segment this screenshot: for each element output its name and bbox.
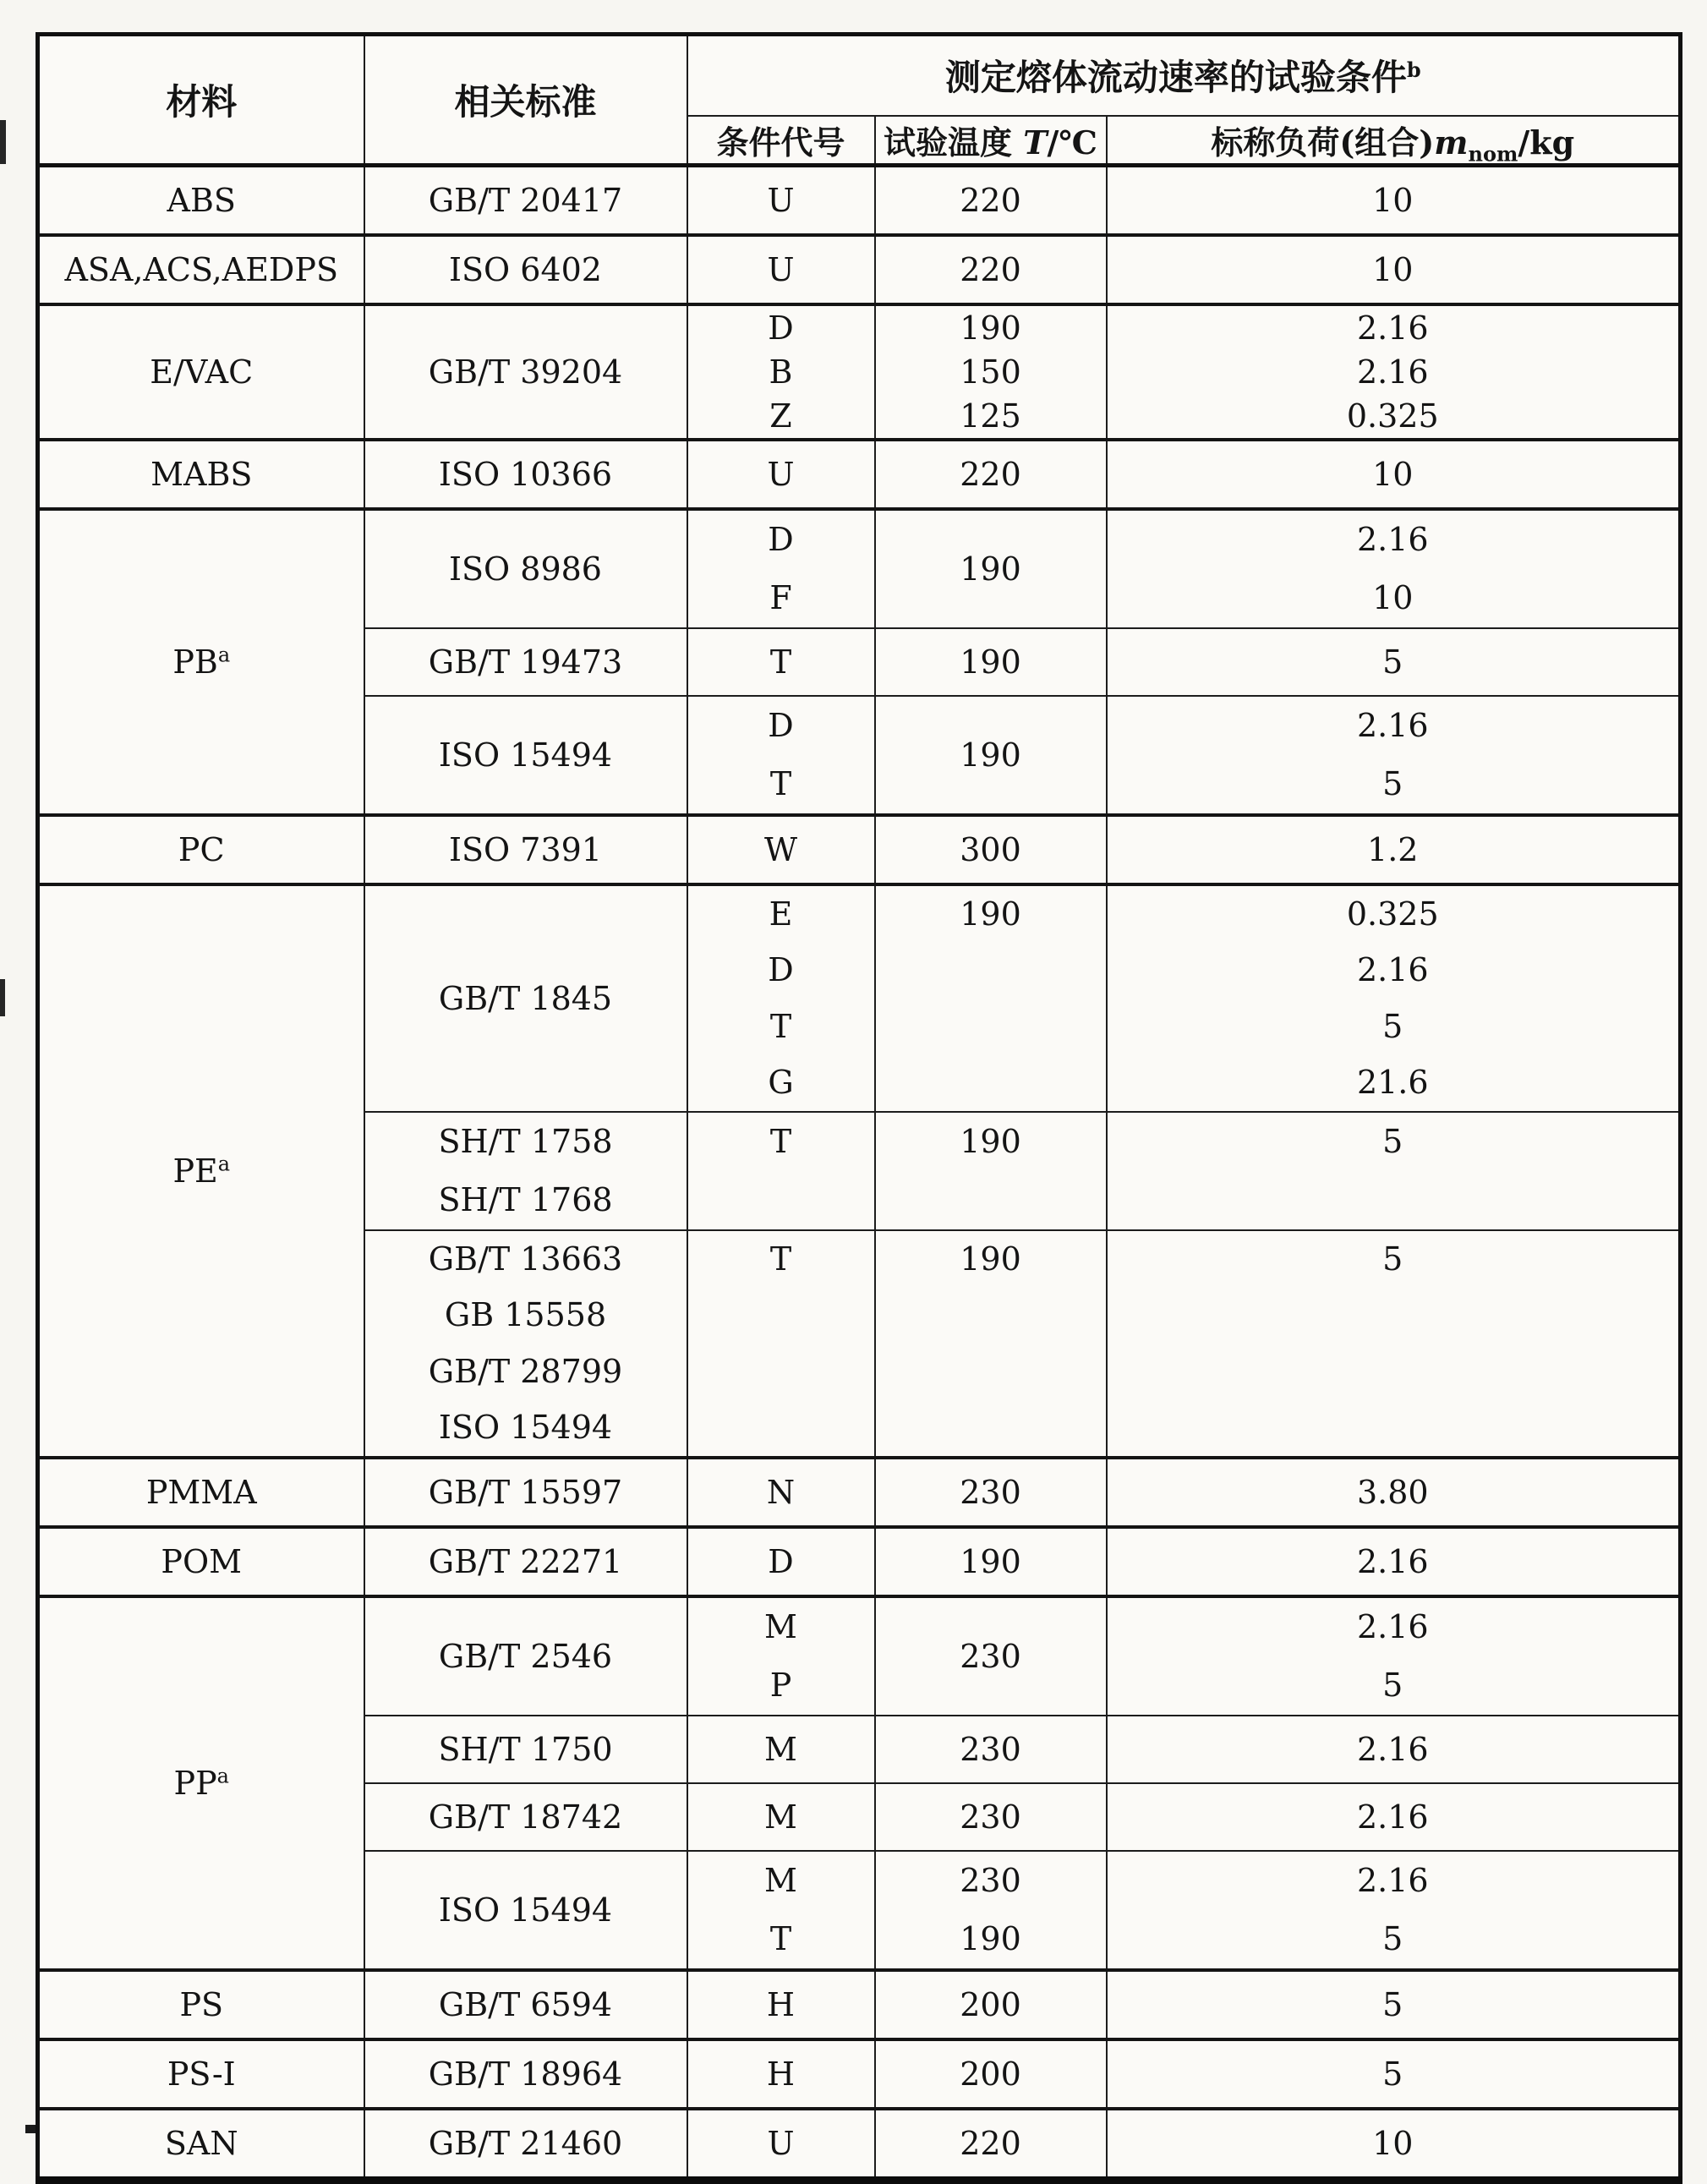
standard-cell: [364, 1851, 687, 1970]
temperature-cell: [875, 304, 1107, 440]
material-label: E/VAC: [150, 353, 254, 391]
load-cell: [1107, 1527, 1681, 1596]
condition-code-cell: [687, 235, 875, 304]
cell-line: 10: [1372, 2124, 1414, 2162]
load-cell: [1107, 696, 1681, 815]
cell-line: U: [767, 181, 795, 219]
cell-line: 2.16: [1356, 707, 1429, 744]
material-cell: [38, 440, 364, 509]
material-cell: [38, 1527, 364, 1596]
table-row: [38, 440, 1681, 509]
cell-line: 5: [1382, 2055, 1403, 2093]
material-cell: [38, 2109, 364, 2181]
col-header-material: 材料: [38, 35, 364, 166]
material-cell: [38, 2039, 364, 2109]
material-label: PB: [172, 643, 218, 681]
cell-line: E: [769, 895, 793, 933]
cell-line: GB 15558: [444, 1296, 607, 1334]
cell-line: 220: [960, 455, 1021, 493]
material-cell: [38, 1970, 364, 2039]
cell-line: 10: [1372, 579, 1414, 616]
cell-line: SH/T 1758: [438, 1123, 613, 1160]
cell-line: Z: [769, 397, 792, 435]
cell-line: F: [769, 579, 792, 616]
cell-line: ISO 7391: [449, 830, 602, 868]
cell-line: GB/T 18742: [428, 1798, 623, 1836]
cell-line: 2.16: [1356, 1862, 1429, 1899]
cell-line: U: [767, 250, 795, 288]
cell-line: D: [768, 309, 794, 347]
cell-line: M: [764, 1798, 797, 1836]
load-cell: [1107, 509, 1681, 628]
cell-line: 220: [960, 2124, 1021, 2162]
standard-cell: [364, 815, 687, 884]
cell-line: 220: [960, 181, 1021, 219]
condition-code-cell: [687, 2039, 875, 2109]
cell-line: 3.80: [1356, 1473, 1429, 1511]
table-row: [38, 1527, 1681, 1596]
cell-line: 190: [960, 1240, 1021, 1278]
load-cell: [1107, 1716, 1681, 1783]
temperature-cell: [875, 1112, 1107, 1230]
material-label: ASA,ACS,AEDPS: [64, 250, 339, 288]
cell-line: 2.16: [1356, 521, 1429, 558]
load-unit: /kg: [1518, 123, 1575, 161]
temperature-cell: [875, 2109, 1107, 2181]
material-label: SAN: [164, 2124, 238, 2162]
cell-line: 10: [1372, 250, 1414, 288]
cell-line: 230: [960, 1862, 1021, 1899]
load-cell: [1107, 1112, 1681, 1230]
standard-cell: [364, 628, 687, 696]
cell-line: 0.325: [1346, 397, 1439, 435]
melt-flow-test-conditions-table: [36, 32, 1682, 2184]
material-cell: [38, 235, 364, 304]
cell-line: T: [769, 1920, 792, 1957]
cell-line: T: [769, 1123, 792, 1160]
cell-line: 5: [1382, 1007, 1403, 1045]
cell-line: M: [764, 1862, 797, 1899]
load-cell: [1107, 235, 1681, 304]
load-cell: [1107, 628, 1681, 696]
standard-cell: [364, 304, 687, 440]
standard-cell: [364, 2039, 687, 2109]
condition-code-cell: [687, 165, 875, 235]
cell-line: 190: [960, 550, 1021, 588]
cell-line: T: [769, 765, 792, 802]
cell-line: W: [763, 830, 798, 868]
cell-line: M: [764, 1608, 797, 1645]
load-cell: [1107, 1230, 1681, 1458]
temperature-cell: [875, 2039, 1107, 2109]
material-label: PMMA: [145, 1473, 257, 1511]
col-header-conditions-group: [687, 35, 1681, 116]
standard-cell: [364, 1970, 687, 2039]
cell-line: 1.2: [1367, 830, 1419, 868]
footnote-marker-b: b: [1406, 57, 1421, 83]
table-header: [38, 35, 1681, 166]
material-label: PE: [172, 1152, 218, 1190]
temperature-cell: [875, 165, 1107, 235]
cell-line: 220: [960, 250, 1021, 288]
cell-line: 230: [960, 1798, 1021, 1836]
material-cell: [38, 815, 364, 884]
material-label: PS: [179, 1985, 224, 2023]
standard-cell: [364, 235, 687, 304]
cell-line: GB/T 20417: [428, 181, 623, 219]
cell-line: M: [764, 1730, 797, 1768]
standard-cell: [364, 2109, 687, 2181]
col-header-standard: 相关标准: [364, 35, 687, 166]
standard-cell: [364, 1596, 687, 1716]
material-cell: [38, 1596, 364, 1970]
standard-cell: [364, 1230, 687, 1458]
footnote-marker-a: a: [216, 1763, 229, 1787]
cell-line: 190: [960, 1542, 1021, 1580]
condition-code-cell: [687, 440, 875, 509]
load-cell: [1107, 884, 1681, 1112]
cell-line: D: [768, 951, 794, 989]
temperature-cell: [875, 696, 1107, 815]
load-label: 标称负荷(组合): [1211, 123, 1435, 161]
col-header-condition-code: 条件代号: [687, 116, 875, 166]
temperature-cell: [875, 1527, 1107, 1596]
cell-line: GB/T 21460: [428, 2124, 623, 2162]
temperature-symbol: T: [1023, 123, 1048, 161]
cell-line: GB/T 28799: [428, 1352, 623, 1390]
table-row: [38, 509, 1681, 628]
cell-line: GB/T 2546: [438, 1637, 613, 1675]
cell-line: 190: [960, 895, 1021, 933]
material-label: POM: [161, 1542, 243, 1580]
cell-line: H: [766, 2055, 796, 2093]
material-label: PC: [178, 830, 225, 868]
cell-line: D: [768, 521, 794, 558]
cell-line: ISO 15494: [438, 1891, 613, 1929]
condition-code-cell: [687, 628, 875, 696]
material-cell: [38, 1458, 364, 1527]
cell-line: ISO 6402: [449, 250, 602, 288]
temperature-cell: [875, 1783, 1107, 1851]
table-row: [38, 165, 1681, 235]
cell-line: 230: [960, 1637, 1021, 1675]
cell-line: GB/T 19473: [428, 643, 623, 681]
cell-line: 5: [1382, 1667, 1403, 1704]
cell-line: T: [769, 1007, 792, 1045]
col-header-temperature: [875, 116, 1107, 166]
load-cell: [1107, 2039, 1681, 2109]
cell-line: T: [769, 1240, 792, 1278]
cell-line: T: [769, 643, 792, 681]
material-cell: [38, 165, 364, 235]
table-body: [38, 165, 1681, 2180]
condition-code-cell: [687, 2109, 875, 2181]
load-cell: [1107, 165, 1681, 235]
standard-cell: [364, 1458, 687, 1527]
cell-line: U: [767, 455, 795, 493]
conditions-group-label: 测定熔体流动速率的试验条件: [944, 57, 1407, 99]
scan-artifact: [0, 979, 5, 1016]
material-cell: [38, 304, 364, 440]
standard-cell: [364, 696, 687, 815]
cell-line: G: [768, 1064, 794, 1102]
condition-code-cell: [687, 1716, 875, 1783]
cell-line: 5: [1382, 765, 1403, 802]
footnote-marker-a: a: [217, 642, 231, 666]
cell-line: ISO 15494: [438, 1409, 613, 1447]
cell-line: 5: [1382, 1240, 1403, 1278]
load-cell: [1107, 1970, 1681, 2039]
temperature-cell: [875, 1716, 1107, 1783]
standard-cell: [364, 509, 687, 628]
condition-code-cell: [687, 1970, 875, 2039]
load-cell: [1107, 1458, 1681, 1527]
condition-code-cell: [687, 884, 875, 1112]
standard-cell: [364, 440, 687, 509]
col-header-load: [1107, 116, 1681, 166]
load-cell: [1107, 2109, 1681, 2181]
temperature-cell: [875, 815, 1107, 884]
load-cell: [1107, 815, 1681, 884]
cell-line: U: [767, 2124, 795, 2162]
cell-line: 230: [960, 1730, 1021, 1768]
cell-line: GB/T 6594: [438, 1985, 613, 2023]
condition-code-cell: [687, 1458, 875, 1527]
condition-code-cell: [687, 815, 875, 884]
footnote-marker-a: a: [217, 1151, 231, 1175]
scan-artifact: [0, 120, 6, 164]
standard-cell: [364, 1783, 687, 1851]
material-cell: [38, 884, 364, 1458]
cell-line: SH/T 1750: [438, 1730, 613, 1768]
temperature-cell: [875, 509, 1107, 628]
temperature-cell: [875, 628, 1107, 696]
cell-line: N: [766, 1473, 796, 1511]
load-symbol-subscript: nom: [1468, 141, 1518, 165]
cell-line: GB/T 15597: [428, 1473, 623, 1511]
standard-cell: [364, 1527, 687, 1596]
cell-line: 190: [960, 643, 1021, 681]
condition-code-cell: [687, 696, 875, 815]
table-row: [38, 815, 1681, 884]
cell-line: GB/T 39204: [428, 353, 623, 391]
table-row: [38, 2039, 1681, 2109]
table-row: [38, 304, 1681, 440]
cell-line: GB/T 18964: [428, 2055, 623, 2093]
cell-line: 2.16: [1356, 309, 1429, 347]
cell-line: SH/T 1768: [438, 1181, 613, 1218]
cell-line: 2.16: [1356, 1608, 1429, 1645]
temperature-cell: [875, 1970, 1107, 2039]
condition-code-cell: [687, 509, 875, 628]
standard-cell: [364, 165, 687, 235]
temperature-cell: [875, 1230, 1107, 1458]
cell-line: 5: [1382, 643, 1403, 681]
load-symbol: m: [1434, 123, 1469, 161]
temperature-cell: [875, 1596, 1107, 1716]
condition-code-cell: [687, 304, 875, 440]
cell-line: 5: [1382, 1985, 1403, 2023]
temperature-cell: [875, 440, 1107, 509]
standard-cell: [364, 1716, 687, 1783]
cell-line: 0.325: [1346, 895, 1439, 933]
cell-line: 2.16: [1356, 951, 1429, 989]
cell-line: 2.16: [1356, 353, 1429, 391]
cell-line: D: [768, 1542, 794, 1580]
cell-line: D: [768, 707, 794, 744]
cell-line: B: [769, 353, 793, 391]
cell-line: 190: [960, 1123, 1021, 1160]
condition-code-cell: [687, 1230, 875, 1458]
cell-line: 230: [960, 1473, 1021, 1511]
cell-line: 200: [960, 1985, 1021, 2023]
cell-line: 190: [960, 736, 1021, 774]
condition-code-cell: [687, 1783, 875, 1851]
cell-line: 190: [960, 1920, 1021, 1957]
cell-line: 10: [1372, 181, 1414, 219]
table-row: [38, 884, 1681, 1112]
load-cell: [1107, 1851, 1681, 1970]
table-row: [38, 1970, 1681, 2039]
material-label: PS-I: [167, 2055, 236, 2093]
cell-line: ISO 8986: [449, 550, 602, 588]
cell-line: 21.6: [1356, 1064, 1429, 1102]
temperature-cell: [875, 1851, 1107, 1970]
standard-cell: [364, 884, 687, 1112]
temperature-cell: [875, 1458, 1107, 1527]
condition-code-cell: [687, 1596, 875, 1716]
material-label: ABS: [167, 181, 236, 219]
load-cell: [1107, 1596, 1681, 1716]
cell-line: 2.16: [1356, 1542, 1429, 1580]
cell-line: 2.16: [1356, 1798, 1429, 1836]
temperature-cell: [875, 884, 1107, 1112]
cell-line: GB/T 1845: [438, 979, 613, 1017]
material-label: MABS: [150, 455, 253, 493]
material-label: PP: [173, 1764, 217, 1802]
cell-line: H: [766, 1985, 796, 2023]
material-cell: [38, 509, 364, 815]
load-cell: [1107, 440, 1681, 509]
table-row: [38, 2109, 1681, 2181]
load-cell: [1107, 304, 1681, 440]
load-cell: [1107, 1783, 1681, 1851]
cell-line: GB/T 13663: [428, 1240, 623, 1278]
temperature-unit: /℃: [1047, 123, 1097, 161]
condition-code-cell: [687, 1851, 875, 1970]
condition-code-cell: [687, 1527, 875, 1596]
cell-line: P: [769, 1667, 792, 1704]
condition-code-cell: [687, 1112, 875, 1230]
standard-cell: [364, 1112, 687, 1230]
cell-line: 10: [1372, 455, 1414, 493]
table-row: [38, 235, 1681, 304]
cell-line: GB/T 22271: [428, 1542, 623, 1580]
cell-line: ISO 10366: [438, 455, 613, 493]
cell-line: 5: [1382, 1123, 1403, 1160]
cell-line: ISO 15494: [438, 736, 613, 774]
cell-line: 200: [960, 2055, 1021, 2093]
temperature-label: 试验温度: [884, 123, 1024, 161]
cell-line: 190: [960, 309, 1021, 347]
table-row: [38, 1458, 1681, 1527]
cell-line: 150: [960, 353, 1021, 391]
cell-line: 125: [960, 397, 1021, 435]
cell-line: 2.16: [1356, 1730, 1429, 1768]
temperature-cell: [875, 235, 1107, 304]
table-row: [38, 1596, 1681, 1716]
cell-line: 5: [1382, 1920, 1403, 1957]
cell-line: 300: [960, 830, 1021, 868]
